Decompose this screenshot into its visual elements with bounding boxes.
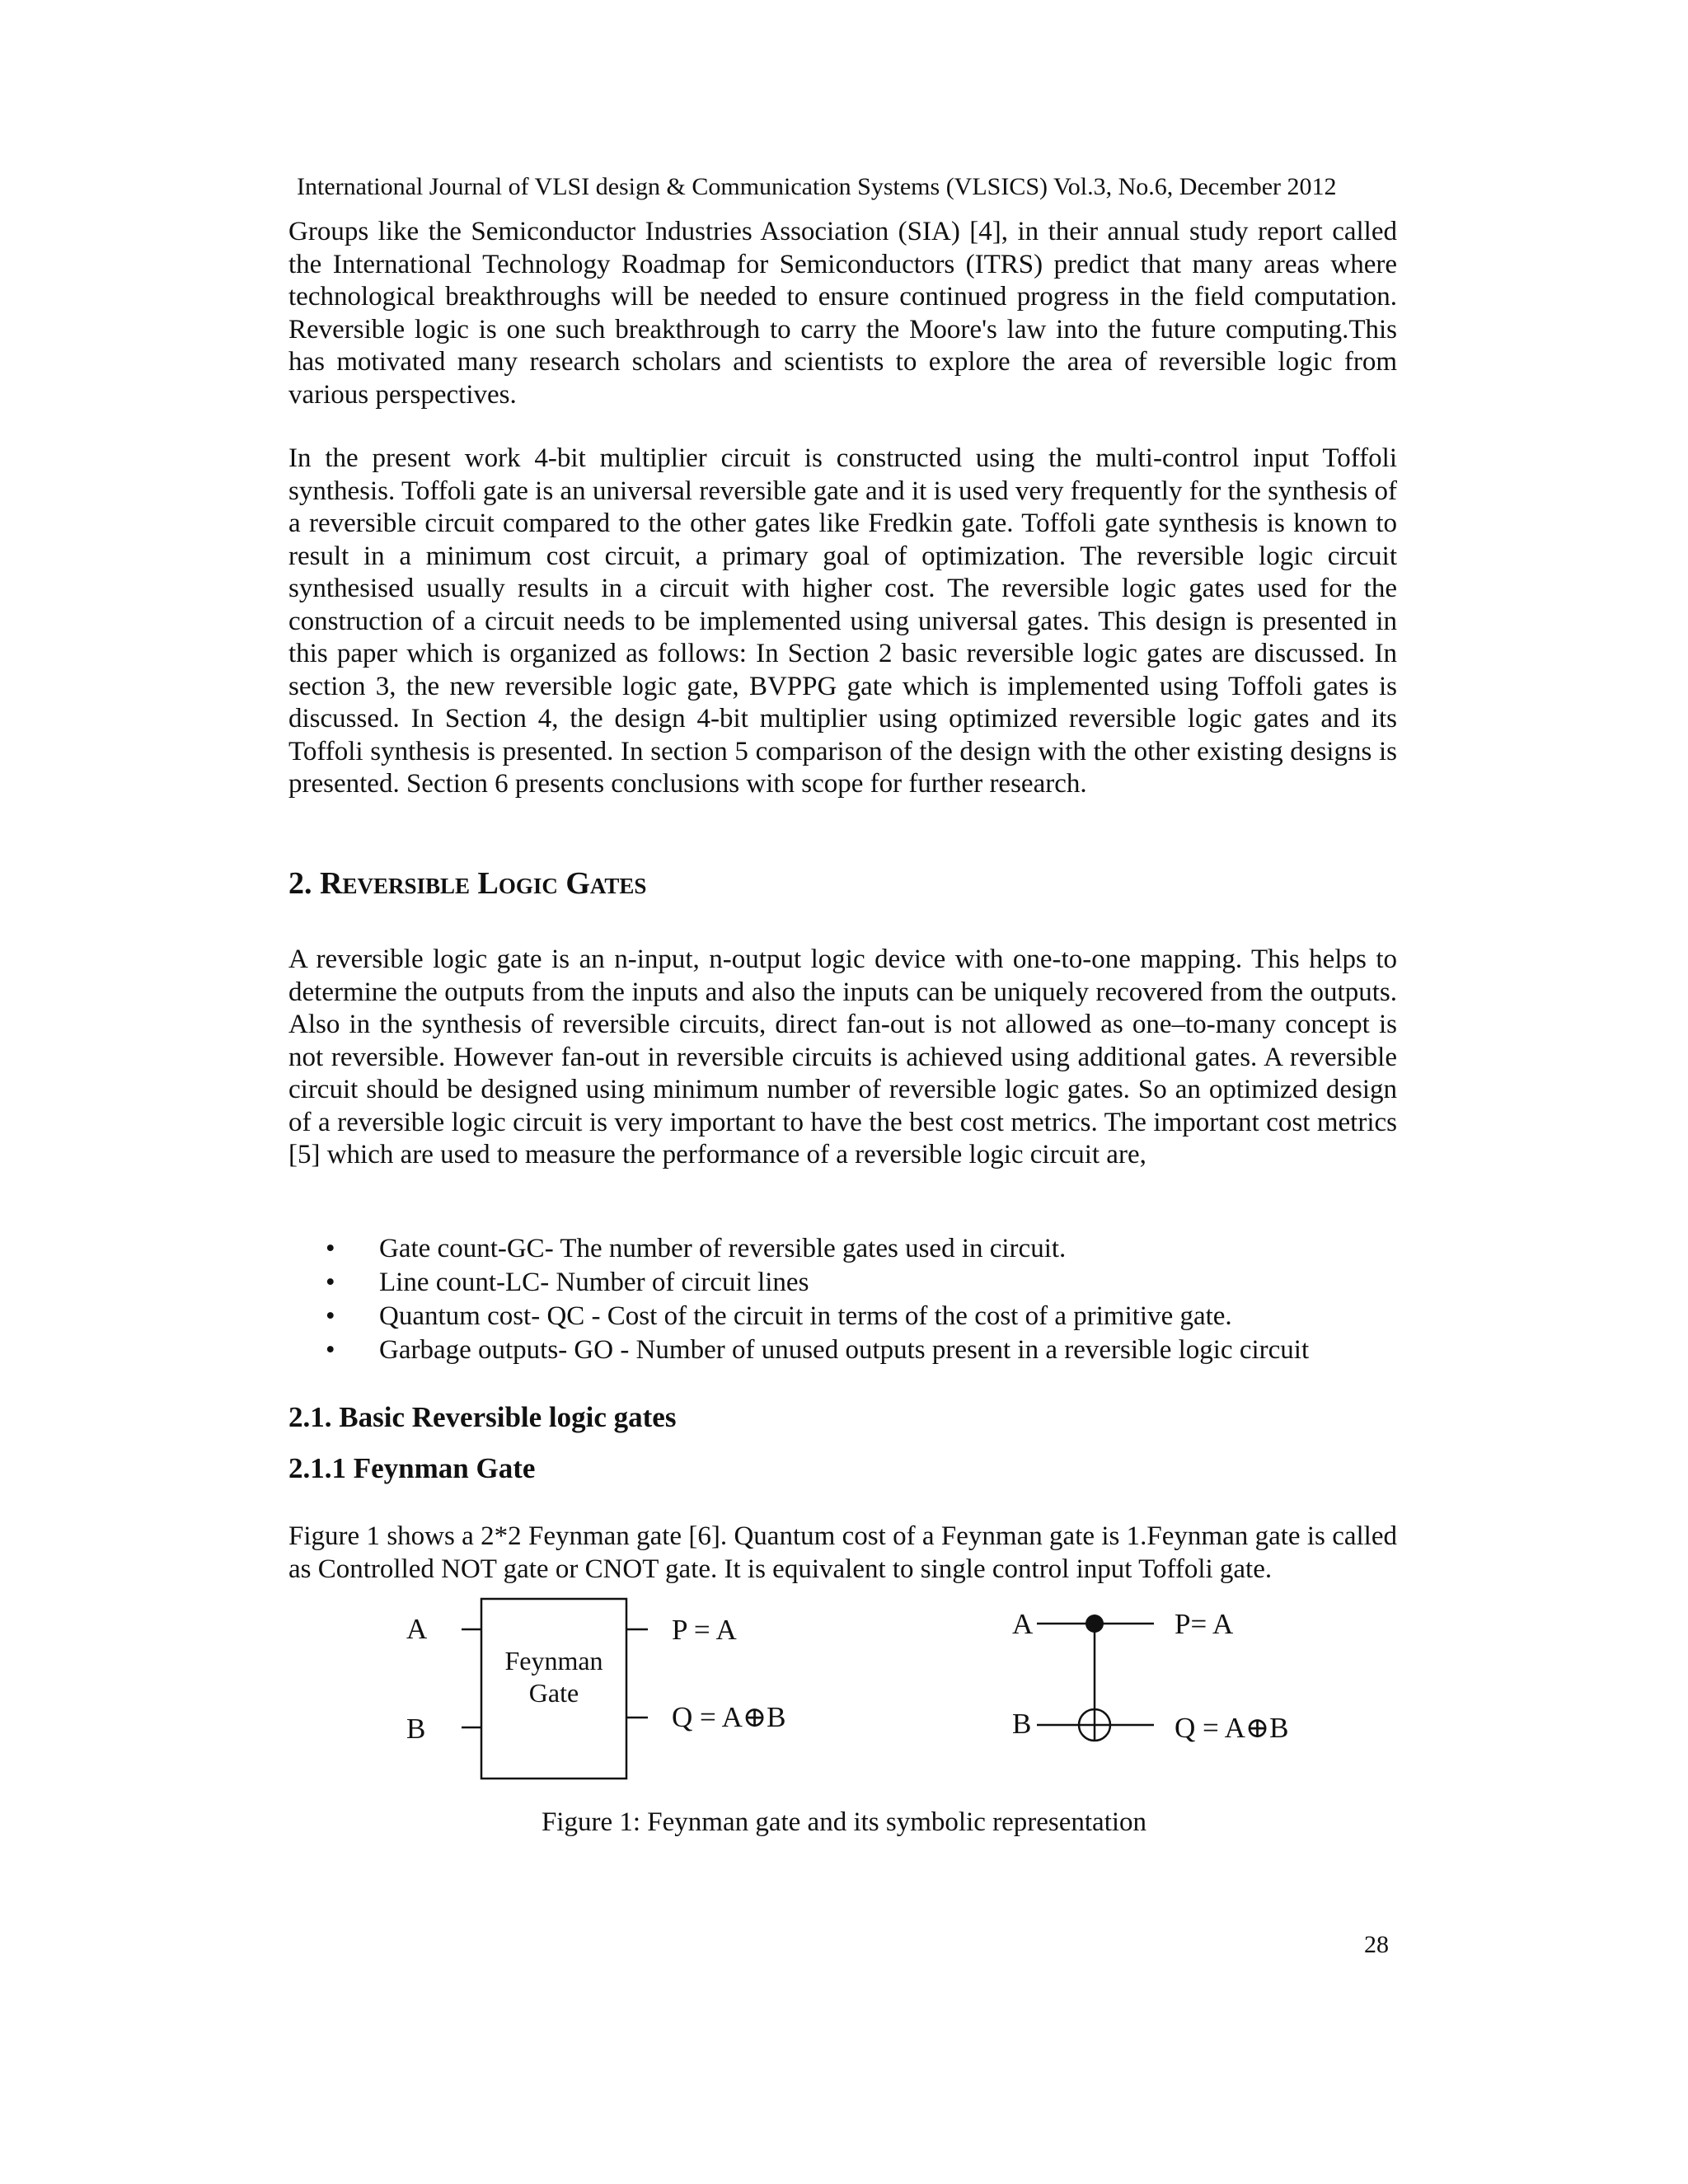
list-item: • Gate count-GC- The number of reversible gates used in circuit. xyxy=(326,1232,1309,1266)
page-number: 28 xyxy=(1364,1931,1389,1958)
subsection-heading-basic-gates: 2.1. Basic Reversible logic gates xyxy=(288,1401,677,1433)
bullet-icon: • xyxy=(326,1301,335,1331)
bullet-icon: • xyxy=(326,1268,335,1297)
symbolic-input-a-label: A xyxy=(1012,1608,1034,1640)
paragraph-feynman-description: Figure 1 shows a 2*2 Feynman gate [6]. Quantum cost of a Feynman gate is 1.Feynman gate is called as Controlled NOT gate or CNOT gate. It is equivalent to single control input Toffoli gate. xyxy=(288,1521,1397,1584)
list-item: • Quantum cost- QC - Cost of the circuit in terms of the cost of a primitive gate. xyxy=(326,1300,1309,1333)
section-heading-reversible-logic-gates: 2. Reversible Logic Gates xyxy=(288,866,647,901)
paragraph-intro: Groups like the Semiconductor Industries Association (SIA) [4], in their annual study report called the International Technology Roadmap for Semiconductors (ITRS) predict that many areas where technological breakthroughs will be needed to ensure continued progress in the field computation. Reversible logic is one such breakthrough to carry the Moore's law into the future computing.This has motivated many research scholars and scientists to explore the area of reversible logic from various perspectives. xyxy=(288,217,1397,410)
figure-1-caption: Figure 1: Feynman gate and its symbolic representation xyxy=(541,1807,1147,1837)
block-input-a-label: A xyxy=(406,1613,428,1645)
symbolic-output-p-label: P= A xyxy=(1175,1608,1234,1640)
list-item: • Line count-LC- Number of circuit lines xyxy=(326,1266,1309,1300)
list-item: • Garbage outputs- GO - Number of unused outputs present in a reversible logic circuit xyxy=(326,1333,1309,1367)
subsubsection-heading-feynman-gate: 2.1.1 Feynman Gate xyxy=(288,1452,536,1484)
paragraph-reversible-gate-definition: A reversible logic gate is an n-input, n-output logic device with one-to-one mapping. This helps to determine the outputs from the inputs and also the inputs can be uniquely recovered from the outputs. Also in the synthesis of reversible circuits, direct fan-out is not allowed as one–to-many concept is not reversible. However fan-out in reversible circuits is achieved using additional gates. A reversible circuit should be designed using minimum number of reversible logic gates. So an optimized design of a reversible logic circuit is very important to have the best cost metrics. The important cost metrics [5] which are used to measure the performance of a reversible logic circuit are, xyxy=(288,944,1397,1169)
block-output-p-label: P = A xyxy=(672,1614,737,1646)
bullet-icon: • xyxy=(326,1335,335,1365)
block-label-line1: Feynman xyxy=(504,1646,603,1675)
block-input-b-label: B xyxy=(406,1713,426,1745)
running-header: International Journal of VLSI design & Communication Systems (VLSICS) Vol.3, No.6, December 2012 xyxy=(297,173,1337,200)
symbolic-input-b-label: B xyxy=(1012,1708,1032,1740)
bullet-icon: • xyxy=(326,1234,335,1263)
paragraph-present-work: In the present work 4-bit multiplier circuit is constructed using the multi-control input Toffoli synthesis. Toffoli gate is an universal reversible gate and it is used very frequently for the synthesis of a reversible circuit compared to the other gates like Fredkin gate. Toffoli gate synthesis is known to result in a minimum cost circuit, a primary goal of optimization. The reversible logic circuit synthesised usually results in a circuit with higher cost. The reversible logic gates used for the construction of a circuit needs to be implemented using universal gates. This design is presented in this paper which is organized as follows: In Section 2 basic reversible logic gates are discussed. In section 3, the new reversible logic gate, BVPPG gate which is implemented using Toffoli gates is discussed. In Section 4, the design 4-bit multiplier using optimized reversible logic gates and its Toffoli synthesis is presented. In section 5 comparison of the design with the other existing designs is presented. Section 6 presents conclusions with scope for further research. xyxy=(288,443,1397,799)
block-label-line2: Gate xyxy=(528,1678,579,1708)
symbolic-output-q-label: Q = A⊕B xyxy=(1175,1712,1289,1744)
block-output-q-label: Q = A⊕B xyxy=(672,1701,786,1733)
